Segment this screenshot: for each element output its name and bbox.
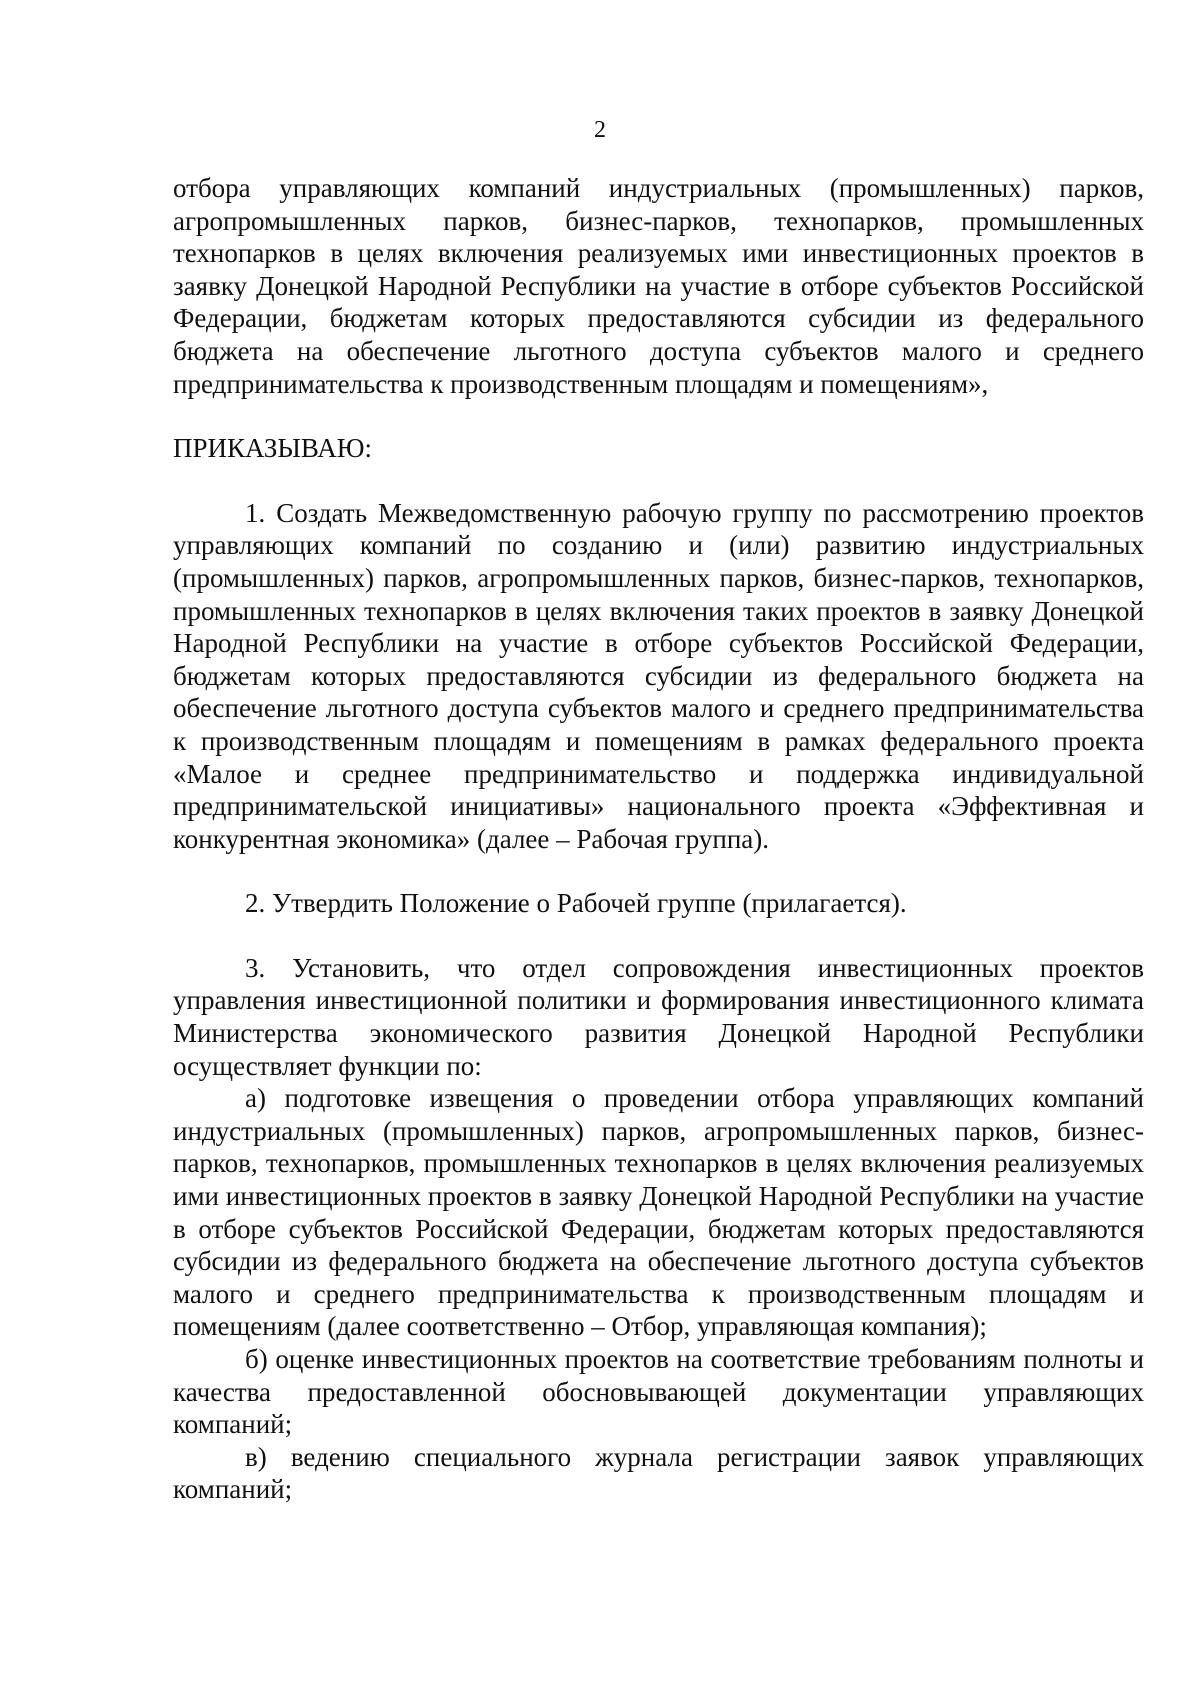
item-3b-paragraph: б) оценке инвестиционных проектов на соответствие требованиям полноты и качества предоставленной обосновывающей документации управляющих компаний;: [173, 1344, 1144, 1440]
page-number: 2: [594, 117, 606, 143]
item-2-paragraph: 2. Утвердить Положение о Рабочей группе (прилагается).: [245, 888, 907, 919]
order-heading: ПРИКАЗЫВАЮ:: [173, 433, 372, 464]
item-1-paragraph: 1. Создать Межведомственную рабочую группу по рассмотрению проектов управляющих компаний по созданию и (или) развитию индустриальных (промышленных) парков, агропромышленных парков, бизнес-парков, технопарков, промышленных технопарков в целях включения таких проектов в заявку Донецкой Народной Республики на участие в отборе субъектов Российской Федерации, бюджетам которых предоставляются субсидии из федерального бюджета на обеспечение льготного доступа субъектов малого и среднего предпринимательства к производственным площадям и помещениям в рамках федерального проекта «Малое и среднее предпринимательство и поддержка индивидуальной предпринимательской инициативы» национального проекта «Эффективная и конкурентная экономика» (далее – Рабочая группа).: [173, 497, 1144, 854]
item-3-paragraph: 3. Установить, что отдел сопровождения инвестиционных проектов управления инвестиционной политики и формирования инвестиционного климата Министерства экономического развития Донецкой Народной Республики осуществляет функции по:: [173, 952, 1144, 1081]
document-body: [173, 172, 1144, 1506]
item-3a-paragraph: а) подготовке извещения о проведении отбора управляющих компаний индустриальных (промышленных) парков, агропромышленных парков, бизнес-парков, технопарков, промышленных технопарков в целях включения реализуемых ими инвестиционных проектов в заявку Донецкой Народной Республики на участие в отборе субъектов Российской Федерации, бюджетам которых предоставляются субсидии из федерального бюджета на обеспечение льготного доступа субъектов малого и среднего предпринимательства к производственным площадям и помещениям (далее соответственно – Отбор, управляющая компания);: [173, 1083, 1144, 1342]
intro-paragraph: отбора управляющих компаний индустриальных (промышленных) парков, агропромышленных парков, бизнес-парков, технопарков, промышленных технопарков в целях включения реализуемых ими инвестиционных проектов в заявку Донецкой Народной Республики на участие в отборе субъектов Российской Федерации, бюджетам которых предоставляются субсидии из федерального бюджета на обеспечение льготного доступа субъектов малого и среднего предпринимательства к производственным площадям и помещениям»,: [173, 173, 1144, 399]
item-3c-paragraph: в) ведению специального журнала регистрации заявок управляющих компаний;: [173, 1441, 1144, 1505]
